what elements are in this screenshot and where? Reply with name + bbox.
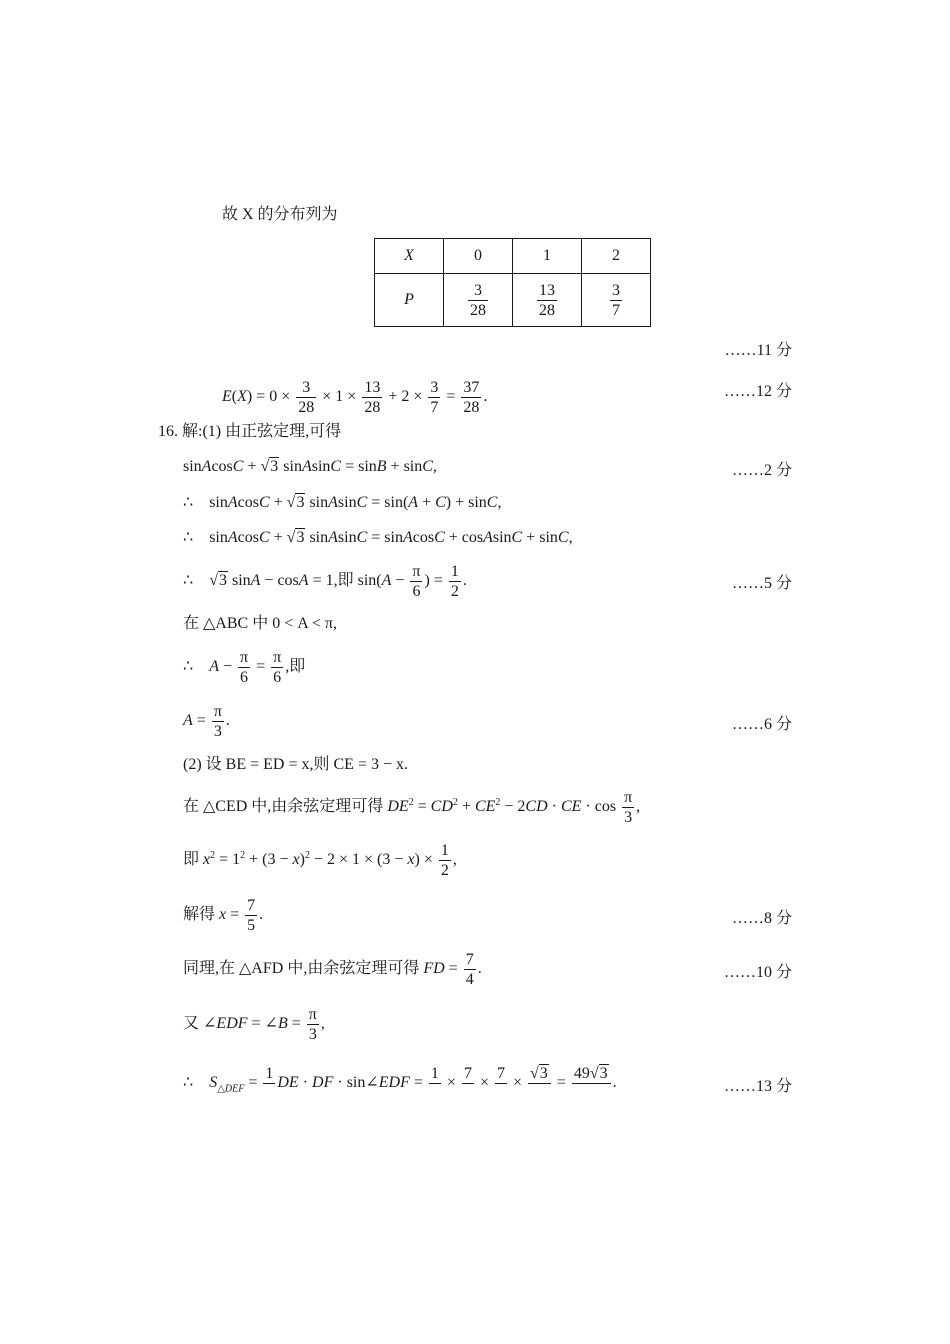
prob-0: $\frac{3}{28}$	[444, 274, 513, 327]
eq-line-8: 解得 x = $\frac{7}{5}$ .	[183, 897, 264, 934]
header-x: X	[375, 239, 444, 274]
eq-line-9: 同理,在 △AFD 中,由余弦定理可得 FD = $\frac{7}{4}$ .	[183, 951, 482, 988]
problem-16-header: 16. 解:(1) 由正弦定理,可得	[158, 423, 342, 440]
part-2-header: (2) 设 BE = ED = x,则 CE = 3 − x.	[183, 756, 408, 773]
score-6: ……6 分	[731, 716, 792, 733]
intro-text: 故 X 的分布列为	[222, 206, 338, 223]
score-13: ……13 分	[723, 1078, 792, 1095]
value-0: 0	[444, 239, 513, 274]
eq-line-1: sinAcosC + √3 sinAsinC = sinB + sinC,	[183, 458, 437, 475]
distribution-table	[374, 238, 651, 327]
eq-line-4: ∴ √3 sinA − cosA = 1,即 sin(A − $\frac{\pi}{6}$ ) = $\frac{1}{2}$ .	[183, 563, 467, 600]
score-2: ……2 分	[731, 462, 792, 479]
eq-line-5: ∴ A − $\frac{\pi}{6}$ = $\frac{\pi}{6}$ ,即	[183, 649, 306, 686]
eq-line-6: A = $\frac{\pi}{3}$ .	[183, 703, 230, 740]
header-p: P	[375, 274, 444, 327]
expectation-formula: E(X) = 0 × $\frac{3}{28}$ × 1 × $\frac{13}{28}$ + 2 × $\frac{3}{7}$ = $\frac{37}{28}$ .	[222, 379, 488, 416]
score-8: ……8 分	[731, 910, 792, 927]
eq-line-10: 又 ∠EDF = ∠B = $\frac{\pi}{3}$ ,	[183, 1006, 325, 1043]
eq-line-2: ∴ sinAcosC + √3 sinAsinC = sin(A + C) + sinC,	[183, 494, 502, 511]
score-5: ……5 分	[731, 575, 792, 592]
prob-2: $\frac{3}{7}$	[582, 274, 651, 327]
eq-line-11: ∴ $S_{\triangle DEF}$ = 1 DE · DF · sin∠EDF = 1 × 7 × 7 × √3 = 49√3 .	[183, 1065, 617, 1095]
cos-law-line: 在 △CED 中,由余弦定理可得 $DE^2 = CD^2 + CE^2 - 2CD$ · CE · cos $\frac{\pi}{3}$ ,	[183, 789, 641, 826]
score-12: ……12 分	[723, 383, 792, 400]
value-1: 1	[513, 239, 582, 274]
eq-line-3: ∴ sinAcosC + √3 sinAsinC = sinAcosC + cosAsinC + sinC,	[183, 529, 573, 546]
range-line: 在 △ABC 中 0 < A < π,	[183, 615, 338, 632]
prob-1: $\frac{13}{28}$	[513, 274, 582, 327]
score-11: ……11 分	[724, 342, 792, 359]
score-10: ……10 分	[723, 964, 792, 981]
eq-line-7: 即 $x^2 = 1^2 + (3 - x)^2 - 2 \times 1 \times (3 - x)$ × $\frac{1}{2}$ ,	[183, 842, 457, 879]
value-2: 2	[582, 239, 651, 274]
